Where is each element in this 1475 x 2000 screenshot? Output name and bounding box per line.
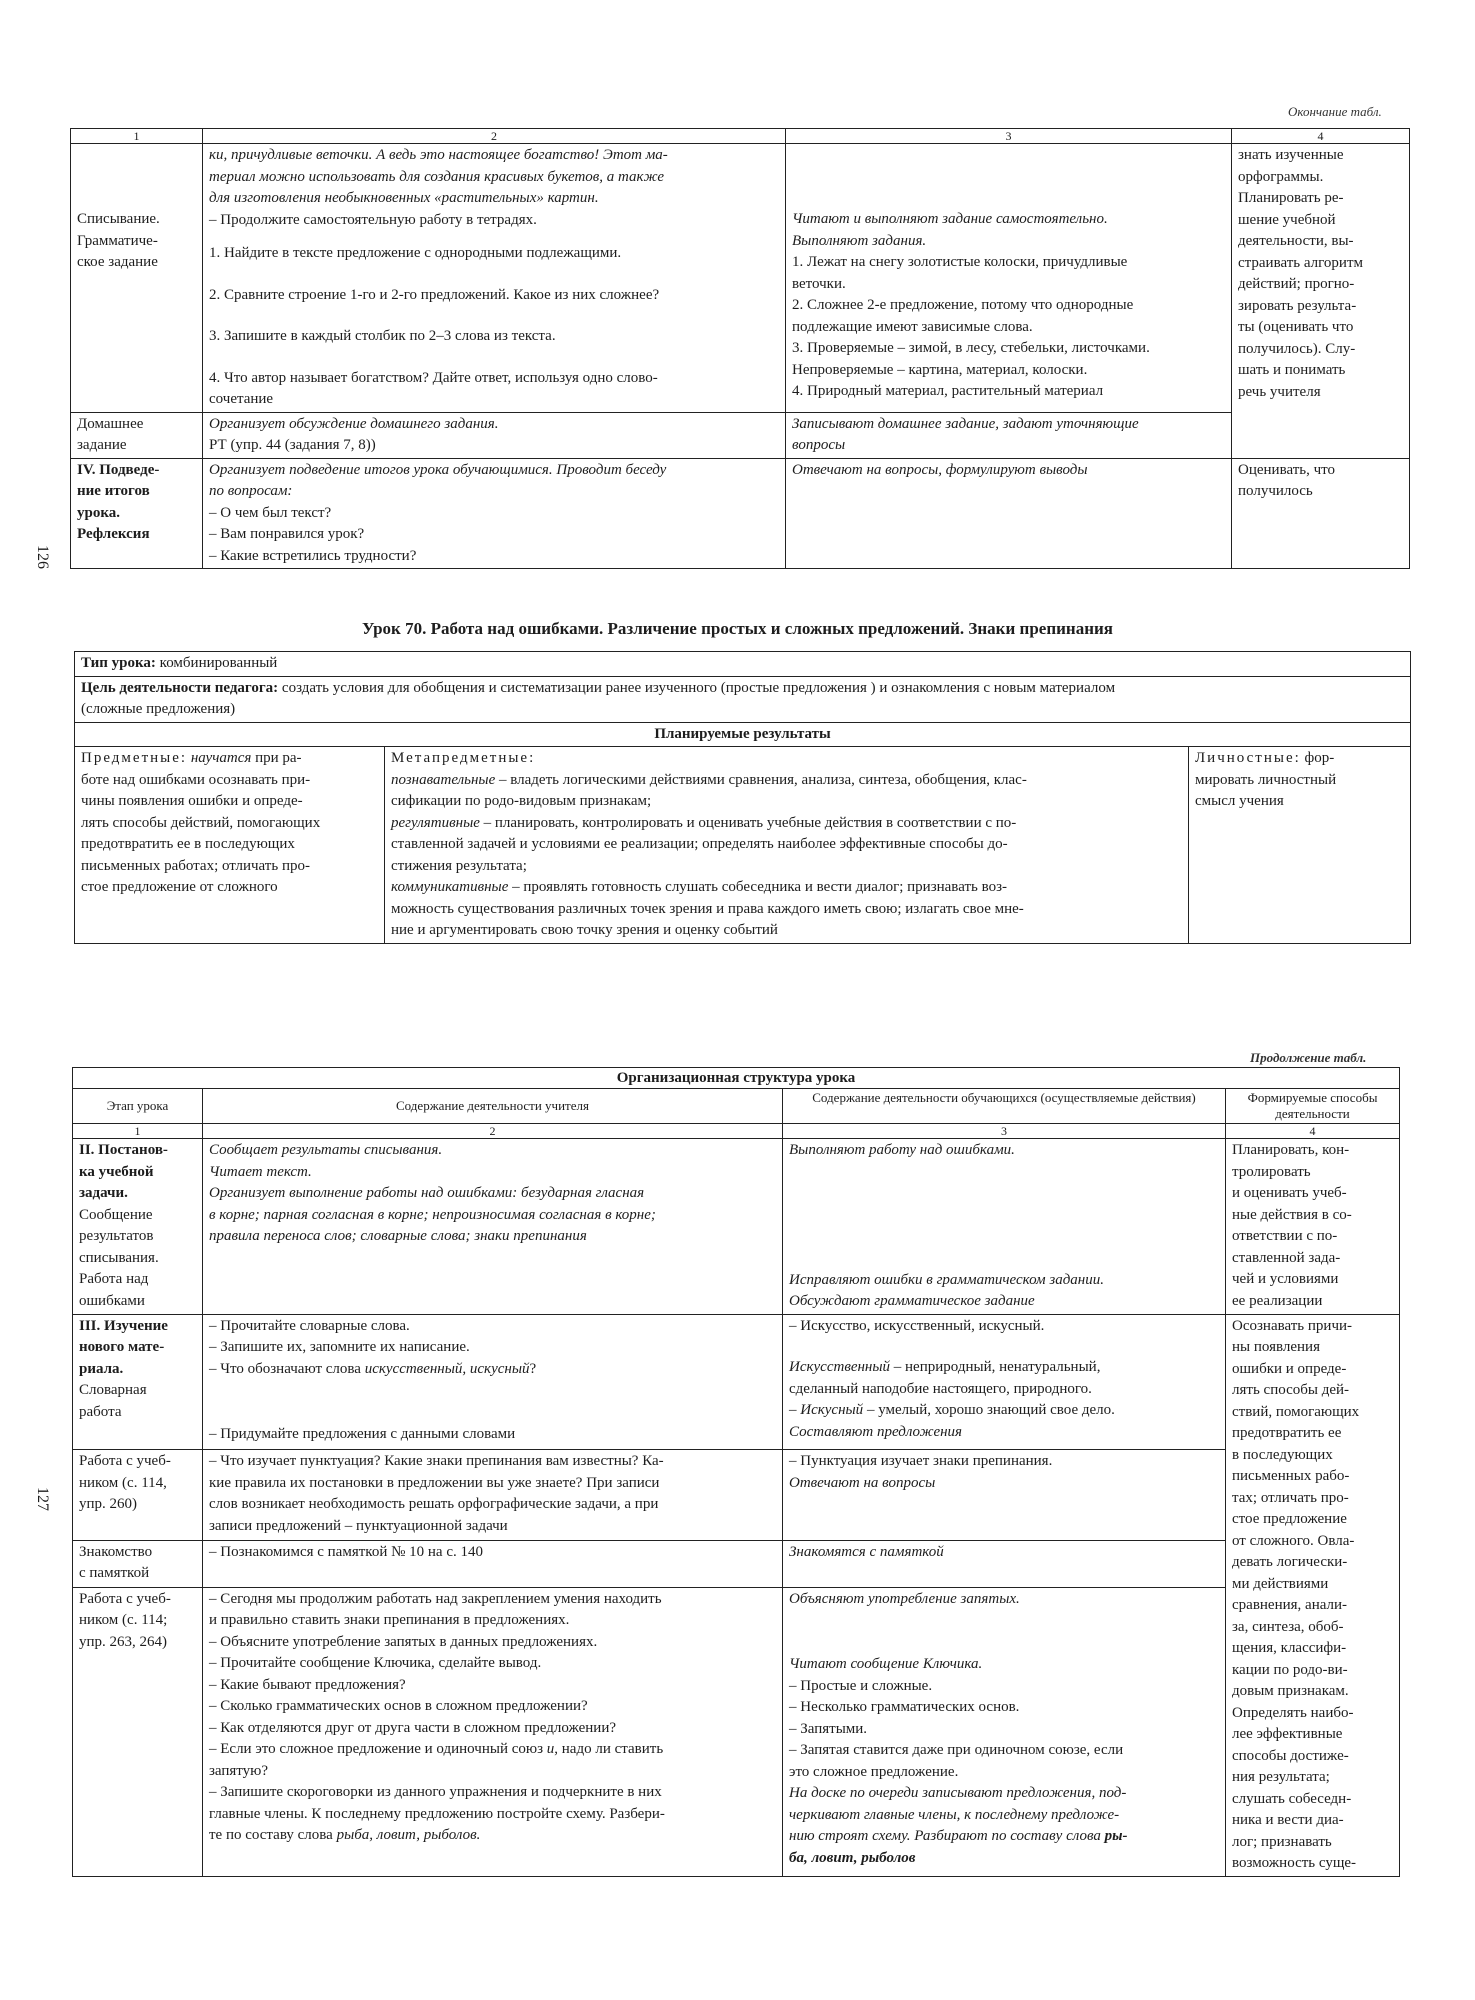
teacher-text: – Сколько грамматических основ в сложном предложении? xyxy=(209,1698,588,1715)
students-text: подлежащие имеют зависимые слова. xyxy=(792,318,1033,335)
students-text: Обсуждают грамматическое задание xyxy=(789,1293,1035,1309)
stage-text: Словарная xyxy=(79,1382,147,1398)
subject-results-text: научатся xyxy=(190,750,252,766)
teacher-cell xyxy=(203,144,786,413)
skills-text: сравнения, анали- xyxy=(1232,1597,1348,1613)
stage-text: задачи. xyxy=(79,1185,128,1201)
students-text: 3. Проверяемые – зимой, в лесу, стебельки, листочками. xyxy=(792,340,1150,356)
teacher-text: – Запишите их, запомните их написание. xyxy=(209,1339,470,1355)
meta-results-text: можность существования различных точек зрения и права каждого иметь свою; излагать свое мне- xyxy=(391,900,1024,917)
col-num: 1 xyxy=(73,1124,203,1139)
skills-text: зировать результа- xyxy=(1238,297,1357,314)
planned-results-row xyxy=(75,747,1411,944)
teacher-text: териал можно использовать для создания красивых букетов, а также xyxy=(209,168,664,185)
table-row xyxy=(73,1139,1400,1315)
skills-text: страивать алгоритм xyxy=(1238,254,1364,271)
col-num: 2 xyxy=(203,1124,783,1139)
students-text: – Пунктуация изучает знаки препинания. xyxy=(789,1453,1053,1470)
skills-text: шать и понимать xyxy=(1238,362,1346,378)
students-cell xyxy=(783,1540,1226,1587)
teacher-text: правила переноса слов; словарные слова; знаки препинания xyxy=(209,1228,587,1244)
skills-text: ошибки и опреде- xyxy=(1232,1360,1347,1377)
skills-text: слушать собеседн- xyxy=(1232,1790,1352,1807)
meta-results-term: коммуникативные xyxy=(391,879,509,895)
teacher-text: 2. Сравните строение 1-го и 2-го предложений. Какое из них сложнее? xyxy=(209,286,660,303)
meta-results-text: – проявлять готовность слушать собеседника и вести диалог; признавать воз- xyxy=(508,879,1008,895)
stage-text: риала. xyxy=(79,1360,124,1377)
teacher-cell xyxy=(203,458,786,569)
students-text: веточки. xyxy=(792,275,846,292)
skills-text: речь учителя xyxy=(1238,383,1321,400)
teacher-text: – Прочитайте сообщение Ключика, сделайте вывод. xyxy=(209,1655,542,1672)
teacher-text: в корне; парная согласная в корне; непроизносимая согласная в корне; xyxy=(209,1206,656,1223)
header-skills: Формируемые способы деятельности xyxy=(1226,1089,1400,1124)
students-text: 2. Сложнее 2-е предложение, потому что однородные xyxy=(792,297,1134,313)
skills-text: за, синтеза, обоб- xyxy=(1232,1618,1344,1635)
teacher-text: – Познакомимся с памяткой № 10 на с. 140 xyxy=(209,1543,483,1560)
skills-text: от сложного. Овла- xyxy=(1232,1532,1355,1549)
column-numbers-row xyxy=(73,1124,1400,1139)
teacher-cell xyxy=(203,1314,783,1450)
students-cell: – Искусство, искусственный, искусный. Искусственный – неприродный, ненатуральный, сделанный наподобие настоящего, природного. – Искусный – умелый, хорошо знающий свое дело. Составляют предложения xyxy=(783,1314,1226,1450)
col-num: 3 xyxy=(786,129,1232,144)
teacher-text: ? xyxy=(529,1360,537,1377)
teacher-text: запятую? xyxy=(209,1762,269,1779)
skills-text: тах; отличать про- xyxy=(1232,1489,1349,1506)
teacher-text: – О чем был текст? xyxy=(209,504,332,521)
table-row xyxy=(71,144,1410,413)
table-row xyxy=(73,1314,1400,1450)
stage-cell xyxy=(73,1450,203,1541)
skills-text: ствий, помогающих xyxy=(1232,1403,1360,1420)
stage-text: упр. 263, 264) xyxy=(79,1633,168,1650)
teacher-text: слов возникает необходимость решать орфографические задачи, а при xyxy=(209,1496,659,1513)
teacher-text: искусственный, искусный xyxy=(364,1360,530,1377)
teacher-text: те по составу слова xyxy=(209,1827,337,1844)
teacher-text: 4. Что автор называет богатством? Дайте ответ, используя одно слово- xyxy=(209,369,658,386)
top-corner-note: Окончание табл. xyxy=(1288,104,1382,119)
teacher-text: и xyxy=(546,1741,555,1758)
skills-text: получилось xyxy=(1238,483,1313,499)
stage-cell xyxy=(73,1540,203,1587)
skills-cell xyxy=(1226,1314,1400,1876)
skills-text: и оценивать учеб- xyxy=(1232,1185,1347,1201)
students-cell xyxy=(786,144,1232,413)
teacher-text: 1. Найдите в тексте предложение с однородными подлежащими. xyxy=(209,245,622,261)
skills-text: Планировать ре- xyxy=(1238,190,1344,206)
stage-text: ником (с. 114, xyxy=(79,1474,167,1491)
table-row xyxy=(73,1587,1400,1876)
students-text: – умелый, хорошо знающий свое дело. xyxy=(866,1402,1115,1418)
teacher-cell xyxy=(203,1139,783,1315)
skills-text: письменных рабо- xyxy=(1232,1468,1350,1484)
structure-title-row xyxy=(73,1068,1400,1089)
stage-cell xyxy=(73,1587,203,1876)
stage-text: Работа с учеб- xyxy=(79,1453,171,1470)
teacher-text: – Сегодня мы продолжим работать над закреплением умения находить xyxy=(209,1590,662,1607)
stage-text: ское задание xyxy=(77,254,158,270)
skills-text: щения, классифи- xyxy=(1232,1640,1347,1656)
meta-results-text: ние и аргументировать свою точку зрения и оценку событий xyxy=(391,922,778,938)
skills-text: ника и вести диа- xyxy=(1232,1812,1344,1828)
skills-text: лог; признавать xyxy=(1232,1833,1332,1850)
teacher-text: – Как отделяются друг от друга части в сложном предложении? xyxy=(209,1719,617,1736)
subject-results-text: боте над ошибками осознавать при- xyxy=(81,771,311,788)
teacher-text: Организует выполнение работы над ошибками: безударная гласная xyxy=(209,1185,645,1201)
stage-cell xyxy=(73,1314,203,1450)
skills-text: стое предложение xyxy=(1232,1511,1347,1527)
bottom-corner-note: Продолжение табл. xyxy=(1250,1050,1367,1065)
students-text: это сложное предложение. xyxy=(789,1763,959,1780)
stage-text: ошибками xyxy=(79,1292,145,1309)
header-teacher: Содержание деятельности учителя xyxy=(203,1089,783,1124)
lesson-type-value: комбинированный xyxy=(159,655,278,671)
students-cell xyxy=(783,1139,1226,1315)
stage-text: с памяткой xyxy=(79,1565,150,1582)
page-number-127: 127 xyxy=(34,1487,51,1511)
students-text: – Искусство, искусственный, искусный. xyxy=(789,1317,1045,1334)
skills-text: довым признакам. xyxy=(1232,1683,1349,1699)
planned-results-title: Планируемые результаты xyxy=(75,722,1411,747)
stage-text: IV. Подведе- xyxy=(77,461,160,478)
students-text: ба, ловит, рыболов xyxy=(789,1849,916,1866)
skills-text: ны появления xyxy=(1232,1339,1320,1355)
students-text: Знакомятся с памяткой xyxy=(789,1543,944,1560)
teacher-cell xyxy=(203,1450,783,1541)
students-text: 4. Природный материал, растительный материал xyxy=(792,383,1104,399)
stage-text: Работа над xyxy=(79,1271,149,1287)
page-number-126: 126 xyxy=(34,545,51,569)
stage-text: работа xyxy=(79,1403,122,1420)
stage-text: ником (с. 114; xyxy=(79,1612,168,1629)
lesson-goal-value: создать условия для обобщения и систематизации ранее изученного (простые предложения ) и ознакомления с новым материалом xyxy=(281,679,1116,696)
meta-results-term: регулятивные xyxy=(391,814,480,831)
table-row xyxy=(73,1450,1400,1541)
skills-cell xyxy=(1232,144,1410,459)
meta-results-text: ставленной задачей и условиями ее реализации; определять наиболее эффективные способы до- xyxy=(391,836,1008,852)
students-text: Отвечают на вопросы xyxy=(789,1474,936,1491)
stage-text: упр. 260) xyxy=(79,1496,138,1513)
header-stage: Этап урока xyxy=(73,1089,203,1124)
teacher-text: 3. Запишите в каждый столбик по 2–3 слова из текста. xyxy=(209,328,556,344)
subject-results-text: при ра- xyxy=(255,750,302,766)
teacher-text: кие правила их постановки в предложении вы уже знаете? При записи xyxy=(209,1474,660,1491)
students-text: Составляют предложения xyxy=(789,1423,963,1440)
skills-text: предотвратить ее xyxy=(1232,1425,1342,1441)
meta-results-text: сификации по родо-видовым признакам; xyxy=(391,793,652,809)
skills-text: Определять наибо- xyxy=(1232,1704,1354,1721)
stage-text: Знакомство xyxy=(79,1543,153,1560)
teacher-text: по вопросам: xyxy=(209,483,293,499)
skills-text: знать изученные xyxy=(1238,147,1344,163)
skills-text: в последующих xyxy=(1232,1446,1333,1463)
students-cell xyxy=(786,412,1232,458)
students-text: Записывают домашнее задание, задают уточняющие xyxy=(792,415,1139,432)
students-text: На доске по очереди записывают предложения, под- xyxy=(789,1785,1127,1802)
teacher-text: – Придумайте предложения с данными словами xyxy=(209,1426,516,1442)
skills-text: лее эффективные xyxy=(1232,1726,1343,1742)
stage-text: Сообщение xyxy=(79,1206,153,1223)
teacher-text: рыба, ловит, рыболов. xyxy=(336,1827,481,1844)
skills-text: лять способы дей- xyxy=(1232,1382,1350,1398)
subject-results-text: стое предложение от сложного xyxy=(81,879,278,895)
teacher-text: Сообщает результаты списывания. xyxy=(209,1142,443,1158)
lesson-goal-label: Цель деятельности педагога: xyxy=(81,679,279,696)
students-text: Выполняют работу над ошибками. xyxy=(789,1142,1015,1158)
subject-results-text: предотвратить ее в последующих xyxy=(81,836,295,852)
meta-results-cell xyxy=(385,747,1189,944)
students-text: Читают и выполняют задание самостоятельно. xyxy=(792,211,1108,227)
students-text: Отвечают на вопросы, формулируют выводы xyxy=(792,461,1088,478)
teacher-text: сочетание xyxy=(209,391,274,407)
personal-results-text: фор- xyxy=(1304,750,1335,766)
teacher-text: – Продолжите самостоятельную работу в тетрадях. xyxy=(209,211,537,228)
subject-results-cell xyxy=(75,747,385,944)
stage-text: результатов xyxy=(79,1228,154,1244)
skills-text: тролировать xyxy=(1232,1163,1311,1180)
students-text: Исправляют ошибки в грамматическом задании. xyxy=(789,1271,1104,1288)
bottom-table xyxy=(72,1067,1400,1877)
skills-text: способы достиже- xyxy=(1232,1747,1349,1764)
students-text: – Запятая ставится даже при одиночном союзе, если xyxy=(789,1742,1124,1759)
skills-text: Осознавать причи- xyxy=(1232,1317,1353,1334)
stage-cell xyxy=(71,412,203,458)
students-text: – неприродный, ненатуральный, xyxy=(893,1359,1101,1375)
col-num: 3 xyxy=(783,1124,1226,1139)
students-text: черкивают главные члены, к последнему предложе- xyxy=(789,1806,1120,1823)
students-text: ры- xyxy=(1104,1828,1128,1845)
students-text: – Несколько грамматических основ. xyxy=(789,1699,1020,1716)
meta-results-label: Метапредметные: xyxy=(391,750,536,766)
skills-text: ния результата; xyxy=(1232,1769,1330,1785)
students-text: Искусственный xyxy=(789,1359,891,1375)
skills-text: ставленной зада- xyxy=(1232,1249,1341,1266)
lesson-goal-value: (сложные предложения) xyxy=(81,701,236,717)
skills-text: ные действия в со- xyxy=(1232,1206,1352,1223)
teacher-text: Организует подведение итогов урока обучающимися. Проводит беседу xyxy=(209,461,667,478)
skills-text: ты (оценивать что xyxy=(1238,319,1354,335)
students-text: Читают сообщение Ключика. xyxy=(789,1656,983,1673)
students-cell xyxy=(783,1587,1226,1876)
subject-results-text: письменных работах; отличать про- xyxy=(81,857,310,874)
students-text: 1. Лежат на снегу золотистые колоски, причудливые xyxy=(792,254,1128,270)
teacher-text: – Вам понравился урок? xyxy=(209,526,365,542)
stage-text: ние итогов xyxy=(77,483,150,499)
teacher-text: – Какие встретились трудности? xyxy=(209,547,417,564)
skills-cell xyxy=(1226,1139,1400,1315)
teacher-cell xyxy=(203,1587,783,1876)
skills-text: шение учебной xyxy=(1238,211,1336,228)
table-row xyxy=(73,1540,1400,1587)
skills-text: чей и условиями xyxy=(1232,1271,1339,1287)
students-text: Непроверяемые – картина, материал, колоски. xyxy=(792,361,1088,378)
teacher-text: – Какие бывают предложения? xyxy=(209,1676,406,1693)
top-table xyxy=(70,128,1410,569)
teacher-text: – Прочитайте словарные слова. xyxy=(209,1317,410,1334)
header-students: Содержание деятельности обучающихся (осуществляемые действия) xyxy=(783,1089,1226,1124)
teacher-text: и правильно ставить знаки препинания в предложениях. xyxy=(209,1612,570,1629)
skills-text: кации по родо-ви- xyxy=(1232,1661,1348,1678)
students-text: – Запятыми. xyxy=(789,1720,868,1737)
stage-text: задание xyxy=(77,437,127,453)
subject-results-text: чины появления ошибки и опреде- xyxy=(81,793,303,809)
skills-text: деятельности, вы- xyxy=(1238,233,1354,249)
col-num: 2 xyxy=(203,129,786,144)
table-row xyxy=(71,458,1410,569)
students-cell xyxy=(783,1450,1226,1541)
stage-text: урока. xyxy=(77,504,121,521)
meta-results-text: – планировать, контролировать и оценивать учебные действия в соответствии с по- xyxy=(479,814,1017,831)
teacher-text: для изготовления необыкновенных «растительных» картин. xyxy=(209,190,599,206)
col-num: 4 xyxy=(1226,1124,1400,1139)
students-cell xyxy=(786,458,1232,569)
skills-text: орфограммы. xyxy=(1238,168,1324,185)
stage-text: Работа с учеб- xyxy=(79,1590,171,1607)
skills-text: ее реализации xyxy=(1232,1292,1323,1309)
lesson-goal-row xyxy=(75,676,1411,722)
table-row xyxy=(71,412,1410,458)
skills-text: действий; прогно- xyxy=(1238,276,1355,292)
students-text: Объясняют употребление запятых. xyxy=(789,1590,1020,1607)
students-text: Выполняют задания. xyxy=(792,232,927,249)
stage-text: III. Изучение xyxy=(79,1317,168,1334)
stage-text: списывания. xyxy=(79,1249,159,1266)
structure-title: Организационная структура урока xyxy=(73,1068,1400,1089)
teacher-text: РТ (упр. 44 (задания 7, 8)) xyxy=(209,437,376,453)
teacher-text: Читает текст. xyxy=(209,1163,312,1180)
personal-results-label: Личностные: xyxy=(1195,750,1301,766)
students-text: – Простые и сложные. xyxy=(789,1677,933,1694)
col-num: 1 xyxy=(71,129,203,144)
skills-text: Оценивать, что xyxy=(1238,461,1336,478)
lesson-type-cell xyxy=(75,652,1411,677)
skills-cell xyxy=(1232,458,1410,569)
teacher-text: – Что изучает пунктуация? Какие знаки препинания вам известны? Ка- xyxy=(209,1453,664,1470)
teacher-cell xyxy=(203,1540,783,1587)
skills-text: девать логически- xyxy=(1232,1554,1348,1570)
teacher-text: Организует обсуждение домашнего задания. xyxy=(209,415,499,432)
skills-text: получилось). Слу- xyxy=(1238,340,1356,357)
teacher-text: – Что обозначают слова xyxy=(209,1360,365,1377)
meta-results-term: познавательные xyxy=(391,771,496,788)
column-numbers-row xyxy=(71,129,1410,144)
stage-cell xyxy=(73,1139,203,1315)
col-num: 4 xyxy=(1232,129,1410,144)
planned-results-title-row xyxy=(75,722,1411,747)
skills-text: Планировать, кон- xyxy=(1232,1142,1350,1158)
stage-text: Домашнее xyxy=(77,415,144,432)
personal-results-text: смысл учения xyxy=(1195,793,1284,809)
stage-text: II. Постанов- xyxy=(79,1142,168,1158)
lesson-type-row xyxy=(75,652,1411,677)
stage-text: ка учебной xyxy=(79,1163,154,1180)
teacher-text: главные члены. К последнему предложению постройте схему. Разбери- xyxy=(209,1805,665,1822)
teacher-text: – Если это сложное предложение и одиночный союз xyxy=(209,1741,547,1758)
students-text: сделанный наподобие настоящего, природного. xyxy=(789,1380,1092,1397)
stage-text: Рефлексия xyxy=(77,526,150,542)
header-row xyxy=(73,1089,1400,1124)
stage-text: Списывание. xyxy=(77,211,160,227)
teacher-text: – Объясните употребление запятых в данных предложениях. xyxy=(209,1633,598,1650)
teacher-text: ки, причудливые веточки. А ведь это настоящее богатство! Этот ма- xyxy=(209,147,668,163)
skills-text: возможность суще- xyxy=(1232,1855,1357,1871)
skills-text: ми действиями xyxy=(1232,1575,1329,1592)
teacher-text: – Запишите скороговорки из данного упражнения и подчеркните в них xyxy=(209,1784,662,1801)
stage-text: нового мате- xyxy=(79,1339,165,1355)
lesson-goal-cell xyxy=(75,676,1411,722)
lesson-type-label: Тип урока: xyxy=(81,655,156,671)
skills-text: ответствии с по- xyxy=(1232,1228,1338,1244)
students-text: нию строят схему. Разбирают по составу слова xyxy=(789,1828,1101,1845)
students-text: вопросы xyxy=(792,437,846,453)
teacher-text: записи предложений – пунктуационной задачи xyxy=(209,1517,508,1534)
stage-text: Грамматиче- xyxy=(77,232,158,249)
students-text: Искусный xyxy=(800,1402,864,1418)
personal-results-text: мировать личностный xyxy=(1195,771,1337,788)
teacher-text: , надо ли ставить xyxy=(554,1741,664,1758)
meta-results-text: – владеть логическими действиями сравнения, анализа, синтеза, обобщения, клас- xyxy=(495,771,1027,788)
teacher-cell xyxy=(203,412,786,458)
subject-results-text: лять способы действий, помогающих xyxy=(81,814,321,831)
lesson-info-table xyxy=(74,651,1411,944)
lesson-title: Урок 70. Работа над ошибками. Различение простых и сложных предложений. Знаки препинания xyxy=(361,619,1113,638)
stage-cell xyxy=(71,458,203,569)
meta-results-text: стижения результата; xyxy=(391,857,527,874)
personal-results-cell xyxy=(1189,747,1411,944)
stage-cell xyxy=(71,144,203,413)
subject-results-label: Предметные: xyxy=(81,750,188,766)
